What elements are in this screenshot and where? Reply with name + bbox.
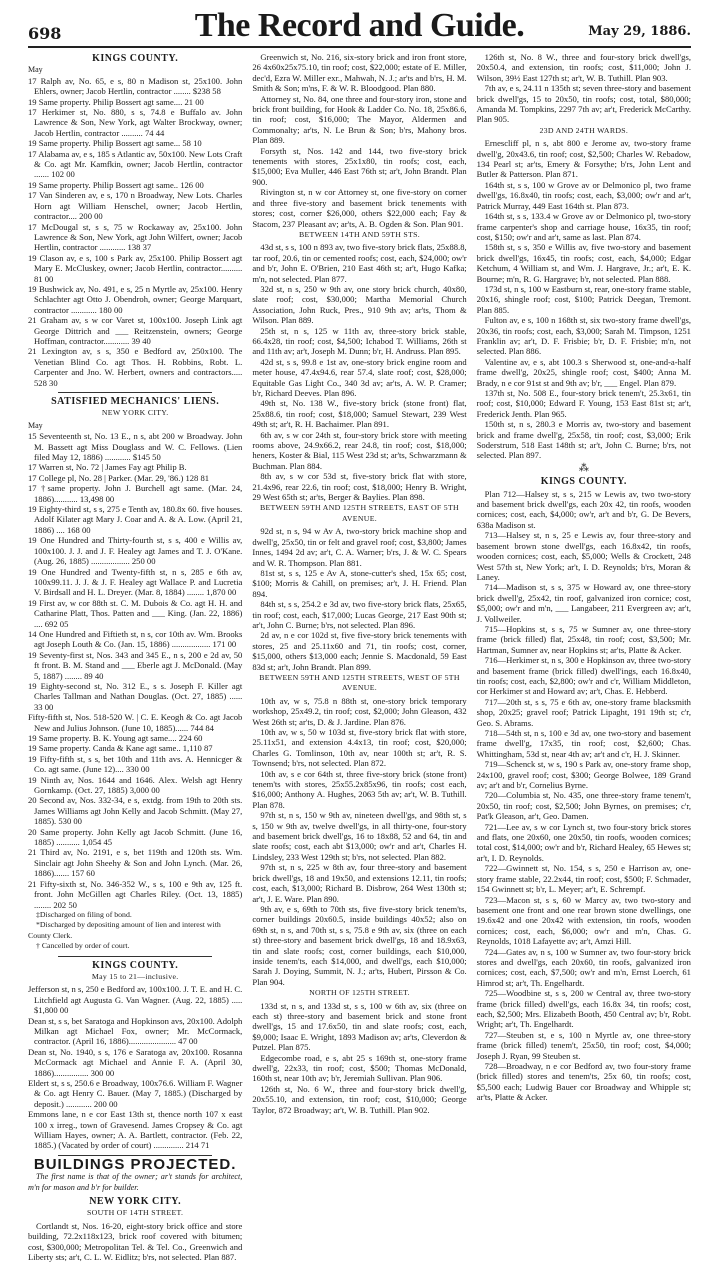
building-entry: Rivington st, n w cor Attorney st, one five-story on corner and three five-story and basement brick tenements with stores; cost, corner $26,000, others $22,000 each; Fay & Stacom, 237 Pleasant av; ar'ts, A. B. Ogden & Son. Plan 901. [252, 187, 467, 229]
section-title-satisfied-liens: SATISFIED MECHANICS' LIENS. [51, 396, 220, 407]
lien-entry: Fifty-fifth st, Nos. 518-520 W. | C. E. Keogh & Co. agt Jacob New and Julius Johnson. (June 10, 1885)...... 744 84 [28, 712, 243, 733]
lien-entry: Jefferson st, n s, 250 e Bedford av, 100x100. J. T. E. and H. C. Litchfield agt Augusta G. Van Wagner. (Aug. 22, 1885) ..... $1,800 00 [28, 984, 243, 1016]
lien-entry: Eldert st, s s, 250.6 e Broadway, 100x76.6. William F. Wagner & Co. agt Henry C. Bauer. (May 7, 1885.) (Discharged by deposit.) ............ 200 00 [28, 1078, 243, 1109]
lien-entry: 17 McDougal st, s s, 75 w Rockaway av, 25x100. John Lawrence & Son, New York, agt John Wilfert, owner; Jacob Hertlin, contractor ............ 138 37 [28, 221, 243, 253]
lien-entry: 19 Same property. B. K. Young agt same.... 224 60 [28, 733, 203, 743]
building-entry: 2d av, n e cor 102d st, five five-story brick tenements with stores, 25 and 25.11x60 and 71, tin roofs; cost, corner, $15,000, others $13,000 each; Jennie S. Macdonald, 59 East 83d st; ar't, John Brandt. Plan 899. [252, 630, 467, 672]
lien-entry: 19 One Hundred and Twenty-fifth st, n s, 285 e 6th av, 100x99.11. J. J. & J. F. Healey agt Wallace P. and Lucretia V. Birdsall and H. L. Dreyer. (Mar. 8, 1884) ........ 1,870 00 [28, 566, 243, 598]
building-entry: 164th st, s s, 100 w Grove av or Delmonico pl, two frame dwell'gs, 16.8x40, tin roofs; cost, each, $3,000; ow'r and ar't, Patrick Murray, 449 East 164th st. Plan 873. [476, 179, 691, 211]
projected-intro: The first name is that of the owner; ar't stands for architect, m'n for mason and b'r for builder. [28, 1172, 243, 1192]
building-entry: 10th av, s e cor 64th st, three five-story brick (stone front) tenem'ts with stores, 25x55.2x85x96, tin roofs; cost each, $16,000; Anthony A. Hughes, 2063 5th av; ar't, W. B. Tuthill. Plan 878. [252, 768, 467, 810]
building-entry: 8th av, s w cor 53d st, five-story brick flat with store, 21.4x96, rear 22.6, tin roof; cost, $18,000; Henry B. Wright, 29 West 65th st; ar'ts, Berger & Baylies. Plan 898. [252, 471, 467, 503]
building-entry: 97th st, n s, 225 w 8th av, four three-story and basement brick dwell'gs, 18 and 19x50, and extensions 12.11, tin roofs; cost, each, $13,000; Richard B. Disbrow, 264 West 130th st; ar't, J. E. Ware. Plan 890. [252, 862, 467, 904]
lien-entry: 17 Van Sinderen av, e s, 170 n Broadway, New Lots. Charles Horn agt William Henschel, owner; Jacob Hertlin, contractor.... 200 00 [28, 190, 243, 222]
section-title-nyc: NEW YORK CITY. [89, 1196, 182, 1208]
lien-entry: 21 Graham av, s w cor Varet st, 100x100. Joseph Link agt George Dittrich and ___ Reitzenstein, owners; George Hoffman, contractor............ 39 40 [28, 315, 243, 346]
projected-list-a [477, 52, 691, 125]
lien-entry: 15 Seventeenth st, No. 13 E., n s, abt 200 w Broadway. John M. Bassett agt Miss Douglass and W. C. Fellows. (Lien filed May 12, 1886) ............ $145 50 [28, 431, 243, 463]
divider [58, 956, 212, 957]
liens-footnotes [28, 910, 242, 952]
lien-entry: 19 Eighty-third st, s s, 275 e Tenth av, 180.8x 60. five houses. Adolf Kilater agt Mary J. Coar and A. & A. Low. (April 21, 1886) .... 168 00 [28, 504, 243, 535]
lien-entry: 17 Warren st, No. 72 | James Fay agt Philip B. [28, 462, 187, 473]
lien-entry: 21 Fifty-sixth st, No. 346-352 W., s s, 100 e 9th av, 125 ft. front. John McGillen agt Charles Riley. (Oct. 13, 1885) ........ 202 50 [28, 878, 243, 910]
building-entry: 10th av, w s, 75.8 n 88th st, one-story brick temporary workshop, 25x49.2, tin roof; cost, $2,000; John Gleason, 432 West 26th st; ar'ts, D. & J. Jardine. Plan 876. [252, 695, 467, 727]
date-range: May 15 to 21—inclusive. [91, 971, 179, 981]
building-entry: 725—Woodbine st, s s, 200 w Central av, three two-story frame (brick filled) dwell'gs, each 16.8x 34, tin roofs; cost, each, $2,500; Mrs. Elizabeth Booth, 450 Central av; b'r, Robt. Wright; ar't, Th. Engelhardt. [476, 988, 691, 1030]
lien-entry: Dean st, s s, bet Saratoga and Hopkinson avs, 20x100. Adolph Milkan agt Michael Fox, owner; Mr. McCormack, contractor. (April 16, 1886)...................... 47 00 [28, 1015, 243, 1047]
subsection-14th-59th: BETWEEN 14TH AND 59TH STS. [298, 229, 421, 239]
section-title-buildings-projected: BUILDINGS PROJECTED. [33, 1155, 237, 1173]
lien-entry: Dean st, No. 1940, s s, 176 e Saratoga av, 20x100. Rosanna McCormack agt Michael and Annie F. A. (April 30, 1886)................ 300 00 [28, 1046, 243, 1078]
building-entry: 150th st, n s, 280.3 e Morris av, two-story and basement brick and frame dwell'g, 25x58, tin roof; cost, $3,000; Erik Soderstrum, 518 East 148th st; ar't, John C. Burne; b'rs, not selected. Plan 897. [476, 419, 691, 461]
building-entry: 728—Broadway, n e cor Bedford av, two four-story frame (brick filled) stores and tenem'ts, 25x 60, tin roofs; cost, $5,500 each; Ludwig Bauer cor Broadway and Whipple st; ar'ts, Platte & Acker. [476, 1061, 691, 1103]
lien-entry: 17 Ralph av, No. 65, e s, 80 n Madison st, 25x100. John Ehlers, owner; Jacob Hertlin, contractor ........ $238 58 [28, 75, 243, 97]
lien-entry: 19 Seventy-first st, Nos. 343 and 345 E., n s, 200 e 2d av, 50 ft front. B. M. Stand and ___ Eberle agt J. McDonald. (May 5, 1887) ........ 89 40 [28, 649, 243, 681]
building-entry: 81st st, s s, 125 e Av A, stone-cutter's shed, 15x 65; cost, $100; Morris & Cahill, on premises; ar't, J. H. Friend. Plan 894. [252, 567, 467, 599]
building-entry: Valentine av, e s, abt 100.3 s Sherwood st, one-and-a-half frame dwell'g, 20x25, shingle roof; cost, $400; Anna M. Brady, n e cor 91st st and 9th av; b'r, ___ Engel. Plan 879. [476, 356, 691, 388]
building-entry: 722—Gwinnett st, No. 154, s s, 250 e Harrison av, one-story frame stable, 22.2x44, tin roof; cost, $500; F. Schmader, 154 Gwinnett st; b'r, L. Meyer; ar't, E. Schrempf. [476, 863, 691, 895]
building-entry: 713—Halsey st, n s, 25 e Lewis av, four three-story and basement brown stone dwell'gs, each 16.8x42, tin roofs, wooden cornices; cost, each, $5,000; Wells & Crockett, 248 West 57th st, New York; ar't, I. D. Reynolds; b'rs, Moran & Laney. [476, 530, 691, 582]
building-entry: 717—20th st, s s, 75 e 6th av, one-story frame blacksmith shop, 20x25; gravel roof; Patrick Lipaght, 191 19th st; c'r, Geo. S. Abrams. [476, 696, 691, 728]
building-entry: 718—54th st, n s, 100 e 3d av, one two-story and basement frame dwell'g, 17x35, tin roof; cost, $2,600; Chas. Whittingham, 53d st, near 4th av; ar't and c'r, H. J. Skinner. [476, 728, 691, 759]
subsection-east-5th: BETWEEN 59TH AND 125TH STREETS, EAST OF 5TH AVENUE. [259, 503, 459, 523]
lien-entry: 17 Herkimer st, No. 880, s s, 74.8 e Buffalo av. John Lawrence & Son, New York, agt Walter Brockway, owner; Jacob Hertlin, contractor .......... 74 44 [28, 107, 243, 138]
building-entry: 716—Herkimer st, n s, 300 e Hopkinson av, three two-story and basement frame (brick filled) dwell'ings, each 16.8x40, tin roofs; cost, each, $2,800; ow'r and c'r, William Middleton, cor Herkimer st and Howard av; ar't, Chas. E. Hebberd. [476, 655, 691, 697]
building-entry: Edgecombe road, e s, abt 25 s 169th st, one-story frame dwell'g, 22x33, tin roof; cost, $500; Thomas McDonald, 160th st, near 10th av; b'r, Jeremiah Sullivan. Plan 906. [252, 1052, 467, 1084]
building-entry: 126th st, No. 8 W., three and four-story brick dwell'gs, 20x50.4, and extension, tin roofs; cost, $11,000; John J. Wilson, 39½ East 127th st; ar't, W. B. Tuthill. Plan 903. [476, 52, 691, 83]
footnote: † Cancelled by order of court. [36, 941, 130, 951]
column-1 [28, 52, 242, 1263]
building-entry: 164th st, s s, 133.4 w Grove av or Delmonico pl, two-story frame carpenter's shop and carriage house, 16x35, tin roof; cost, $150; ow'r and ar't, same as last. Plan 874. [476, 211, 691, 242]
column-2 [252, 52, 466, 1263]
lien-entry: 17 †same property. John J. Burchell agt same. (Mar. 24, 1886)........... 13,498 00 [28, 483, 243, 504]
building-entry: 720—Columbia st, No. 435, one three-story frame tenem't, 20x50, tin roof; cost, $2,500; John Byrnes, on premises; c'r, Pat'k Gleason, ar't, Geo. Damen. [476, 790, 691, 822]
building-entry: 137th st, No. 508 E., four-story brick tenem't, 25.3x61, tin roof; cost, $10,000; Edward F. Young, 153 East 81st st; ar't, Frederick Jenth. Plan 965. [476, 388, 691, 419]
page-header [28, 6, 691, 48]
lien-entry: 19 Same property. Philip Bossert agt same... 58 10 [28, 138, 202, 149]
page-columns [28, 52, 691, 1263]
lien-entry: 21 Lexington av, s s, 350 e Bedford av, 250x100. The Venetian Blind Co. agt Thos. H. Robbins, Robt. L. Carpenter and Jno. W. Herbert, owners and contractors..... 528 30 [28, 346, 243, 388]
lien-entry: 20 Second av, Nos. 332-34, e s, extdg. from 19th to 20th sts. James Williams agt John Kelly and Jacob Schmitt. (May 27, 1885). 530 00 [28, 795, 243, 827]
subsection-north-125th: NORTH OF 125TH STREET. [309, 988, 410, 998]
footnote: *Discharged by depositing amount of lien and interest with County Clerk. [28, 920, 221, 940]
building-entry: 158th st, s s, 350 e Willis av, five two-story and basement brick dwell'gs, 16x45, tin roofs; cost, each, $4,000; Edgar Ketchum, 4 William st, and Wm. J. Hargrave, Jr.; ar't, E. K. Bourne; m'n, R. G. Hargrave; b'r, not selected. Plan 888. [476, 242, 691, 284]
masthead-title: The Record and Guide. [194, 7, 525, 44]
building-entry: Ernescliff pl, n s, abt 800 e Jerome av, two-story frame dwell'g, 20x43.6, tin roof; cost, $2,500; Charles W. Rebadow, 134 Pearl st; ar'ts, Emery & Forsythe; b'rs, John Lent and Butler & Patterson. Plan 871. [476, 138, 691, 180]
issue-date: May 29, 1886. [588, 24, 691, 39]
projected-list-c [252, 526, 466, 672]
section-title-kings: KINGS COUNTY. [540, 476, 627, 488]
building-entry: 49th st, No. 138 W., five-story brick (stone front) flat, 25x88.6, tin roof; cost, $18,000; Samuel Stewart, 239 West 49th st; ar't, R. H. Bachaimer. Plan 891. [252, 398, 467, 430]
projected-list-d [252, 696, 466, 987]
page-number: 698 [28, 24, 62, 43]
building-entry: 723—Macon st, s s, 60 w Marcy av, two two-story and basement one front and one rear brown stone dwellings, one 19.6x42 and one 20x42 with extension, tin roofs, wooden cornices; cost, each, $6,000; ow'r and m'n, Chas. G. Reynolds, 1018 Lafayette av; ar't, Amzi Hill. [476, 894, 691, 947]
building-entry: Cortlandt st, Nos. 16-20, eight-story brick office and store building, 72.2x118x123, brick roof covered with bitumen; cost, $300,000; Metropolitan Tel. & Tel. Co., Greenwich and Liberty sts; ar't, C. L. W. Eidlitz; b'rs, not selected. Plan 887. [28, 1220, 243, 1263]
column-3 [477, 52, 691, 1263]
kings-liens-list [28, 76, 242, 388]
nyc-projected-list [28, 1221, 242, 1263]
building-entry: Fulton av, e s, 100 n 168th st, six two-story frame dwell'gs, 20x36, tin roofs; cost, each, $3,000; Sarah M. Timpson, 1251 Franklin av; ar't, D. F. Frisbie; b'r, D. F. Frisbie; m'n, not selected. Plan 886. [476, 315, 691, 357]
month-label: May [28, 420, 43, 430]
satisfied-liens-list [28, 431, 242, 910]
building-entry: 727—Steuben st, e s, 100 n Myrtle av, one three-story frame (brick filled) tenem't, 25x50, tin roof; cost, $4,000; Joseph J. Ryan, 99 Steuben st. [476, 1029, 691, 1061]
lien-entry: 19 Bushwick av, No. 491, e s, 25 n Myrtle av, 25x100. Henry Schlachter agt Otto J. Obendroh, owner; George Marquart, contractor ............ 180 00 [28, 283, 243, 315]
ornament-divider: ⁂ [578, 462, 589, 474]
building-entry: 173d st, n s, 100 w Eastburn st, rear, one-story frame stable, 20x16, shingle roof; cost, $100; Patrick Deegan, Tremont. Plan 885. [476, 283, 691, 315]
building-entry: 97th st, n s, 150 w 9th av, nineteen dwell'gs, and 98th st, s s, 150 w 9th av, twelve dwell'gs, in all thirty-one, four-story and basement brick dwell'gs, 16 to 18x88, 52 and 64, tin and slate roofs; cost, each abt $13,000; ow'r and ar't, Charles H. Lindsley, 233 West 129th st; b'rs, not selected. Plan 882. [252, 810, 467, 862]
building-entry: 9th av, e s, 69th to 70th sts, five five-story brick tenem'ts, corner buildings 20x60.5, inside buildings 40x52; also on 69th st, n s, and 70th st, s s, 75.8 e 9th av, six (three on each st) three-story and basement brick dwell'gs, 18 and 18.9x63, tin and slate roofs; cost, corner buildings, each $10,000, inside tenem'ts, each $14,000, and dwell'gs, each $10,000; Sarah J. Doying, Summit, N. J.; ar'ts, Hubert, Pirsson & Co. Plan 904. [252, 903, 467, 987]
building-entry: 7th av, e s, 24.11 n 135th st; seven three-story and basement brick dwell'gs, 15 to 20x50, tin roofs; cost, total, $80,000; Amanda M. Tompkins, 2297 7th av; ar't, Frederick McCarthy. Plan 905. [476, 83, 691, 125]
kings-satisfied-list [28, 984, 242, 1151]
kings-projected-list [477, 489, 691, 1103]
building-entry: 32d st, n s, 250 w 9th av, one story brick church, 40x80, slate roof; cost, $30,000; Martha Memorial Church Association, John Ruck, Pres., 910 9th av; ar'ts, Thom & Wilson. Plan 889. [252, 283, 467, 326]
projected-list-a [252, 52, 466, 229]
divider [58, 392, 212, 393]
building-entry: 6th av, s w cor 24th st, four-story brick store with meeting rooms above, 24.9x66.2, rear 24.8, tin roof; cost, $18,000; heners, Koster & Bial, 115 West 23d st; ar'ts, Schwarzmann & Buchman. Plan 884. [252, 429, 467, 471]
building-entry: 84th st, s s, 254.2 e 3d av, two five-story brick flats, 25x65, tin roof; cost, each, $17,000; Lucas George, 217 East 90th st; ar't, John C. Burne; b'rs, not selected. Plan 896. [252, 599, 467, 630]
month-label: May [28, 65, 43, 75]
subsection-nyc: NEW YORK CITY. [101, 408, 169, 418]
building-entry: Forsyth st, Nos. 142 and 144, two five-story brick tenements with stores, 25x1x80, tin roofs; cost, each, $15,000; Eva Muller, 446 East 76th st; ar't, John Brandt. Plan 900. [252, 145, 467, 187]
subsection-west-5th: BETWEEN 59TH AND 125TH STREETS, WEST OF 5TH AVENUE. [259, 672, 460, 693]
lien-entry: 19 Eighty-second st, No. 312 E., s s. Joseph F. Killer agt Charles Tallman and Nathan Douglas. (Oct. 27, 1885) ...... 33 00 [28, 680, 243, 712]
subsection-23d-24th-wards: 23D AND 24TH WARDS. [539, 125, 629, 135]
building-entry: 714—Madison st, s s, 375 w Howard av, one three-story brick dwell'g, 25x42, tin roof, galvanized iron cornice; cost, $5,000; ow'r and m'n, ___ Langabeer, 211 Evergreen av; ar't, J. Vollweiler. [476, 582, 691, 624]
projected-list-b [252, 242, 466, 502]
lien-entry: 19 Clason av, e s, 100 s Park av, 25x100. Philip Bossert agt Mary E. McCluskey, owner; Jacob Hertlin, contractor.......... 81 00 [28, 252, 243, 284]
lien-entry: 19 Same property. Philip Bossert agt same.. 126 00 [28, 179, 204, 190]
lien-entry: Emmons lane, n e cor East 13th st, thence north 107 x east 100 x irreg., town of Gravesend. James Cropsey & Co. agt William Hayes, owner; A. A. Bartlett, contractor. (Feb. 22, 1885.) (Vacated by order of court) .............. 214 71 [28, 1109, 243, 1151]
section-title-kings-2: KINGS COUNTY. [92, 959, 179, 971]
building-entry: 719—Schenck st, w s, 190 s Park av, one-story frame shop, 24x100, gravel roof; cost, $300; George Bolwee, 189 Grand av; ar't and b'r, Cornelius Byrne. [476, 759, 691, 791]
building-entry: 25th st, n s, 125 w 11th av, three-story brick stable, 66.4x28, tin roof; cost, $4,500; Ichabod T. Williams, 26th st and 11th av; ar't, Joseph M. Dunn; b'r, H. Andruss. Plan 895. [252, 325, 467, 357]
lien-entry: 19 Ninth av, Nos. 1644 and 1646. Alex. Welsh agt Henry Gornkamp. (Oct. 27, 1885) 3,000 00 [28, 774, 243, 796]
building-entry: 715—Hopkins st, s s, 75 w Sumner av, one three-story frame (brick filled) flat, 25x48, tin roof; cost, $3,500; Mr. Hartman, Sumner av, near Hopkins st; ar'ts, Platte & Acker. [476, 623, 691, 655]
lien-entry: 19 Same property. Canda & Kane agt same.. 1,110 87 [28, 743, 213, 754]
lien-entry: 17 Alabama av, e s, 185 s Atlantic av, 50x100. New Lots Craft & Co. agt Mr. Kamfkin, owner; Jacob Hertlin, contractor ....... 102 00 [28, 148, 243, 180]
building-entry: 721—Lee av, s w cor Lynch st, two four-story brick stores and flats, one 20x60, one 20x50, tin roofs, wooden cornices; total cost, $14,000; ow'r and b'r, Richard Healey, 65 Hewes st; ar't, I. D. Reynolds. [476, 821, 691, 863]
lien-entry: 19 Same property. Philip Bossert agt same.... 21 00 [28, 96, 204, 107]
building-entry: 126th st, No. 6 W., three and four-story brick dwell'g, 20x55.10, and extension, tin roof; cost, $10,000; George Taylor, 872 Broadway; ar't, W. B. Tuthill. Plan 902. [252, 1083, 467, 1115]
lien-entry: 19 One Hundred and Thirty-fourth st, s s, 400 e Willis av, 100x100. J. J. and J. F. Healey agt James and T. J. O'Kane. (Aug. 26, 1885) .................. 250 00 [28, 535, 243, 567]
subsection-south-14th: SOUTH OF 14TH STREET. [87, 1208, 184, 1218]
lien-entry: 21 Third av, No. 2191, e s, bet 119th and 120th sts. Wm. Sinclair agt John Sheehy & Son and John Lynch. (Mar. 26, 1886)....... 157 60 [28, 847, 243, 879]
lien-entry: 19 Fifty-fifth st, s s, bet 10th and 11th avs. A. Hennicger & Co. agt same. (June 12).... 330 00 [28, 753, 243, 775]
building-entry: 10th av, w s, 50 w 103d st, five-story brick flat with store, 25.11x51, and extension 4.4x13, tin roof; cost, $20,000; Charles G. Tomlinson, 10th av, near 100th st; ar't, R. S. Townsend; b'rs, not selected. Plan 872. [252, 727, 467, 769]
building-entry: 133d st, n s, and 133d st, s s, 100 w 6th av, six (three on each st) three-story and basement brick and stone front dwell'gs, 15 and 17.6x50, tin and slate roofs; cost, each, $9,000; Isaac E. Wright, 1893 Madison av; ar'ts, Cleverdon & Putzel. Plan 875. [252, 1000, 467, 1053]
lien-entry: 17 College pl, No. 28 | Parker. (Mar. 29, '86.) 128 81 [28, 472, 210, 483]
building-entry: Plan 712—Halsey st, s s, 215 w Lewis av, two two-story and basement brick dwell'gs, each 20x 42, tin roofs, wooden cornices; cost, each, $4,000; ow'r, ar't and b'r, G. De Bevers, 638a Madison st. [476, 488, 691, 530]
projected-list-b [477, 138, 691, 461]
lien-entry: 14 One Hundred and Fiftieth st, n s, cor 10th av. Wm. Brooks agt Joseph Louth & Co. (Jan. 15, 1886) .................. 171 00 [28, 628, 243, 650]
building-entry: Greenwich st, No. 216, six-story brick and iron front store, 26 4x60x25x75.10, tin roof; cost, $22,000; estate of E. Miller, dec'd, Ezra W. Miller exr., Mahwah, N. J.; ar'ts and b'rs, H. M. Smith & Son; m'ns, F. & W. R. Bloodgood. Plan 880. [252, 52, 467, 94]
lien-entry: 20 Same property. John Kelly agt Jacob Schmitt. (June 16, 1885) ........... 1,054 45 [28, 826, 243, 848]
lien-entry: 19 First av, w cor 88th st. C. M. Dubois & Co. agt H. H. and Catharine Platt, Thos. Patten and ___ King. (Jan. 22, 1886) .... 692 05 [28, 597, 243, 629]
building-entry: 724—Gates av, n s, 100 w Sumner av, two four-story brick stores and dwell'gs, each 20x60, tin roofs, galvanized iron cornices; cost, each, $7,500; ow'r and m'n, Ernst Loerch, 61 Himrod st; ar't, Th. Engelhardt. [476, 946, 691, 988]
section-title-kings: KINGS COUNTY. [92, 53, 179, 64]
footnote: ‡Discharged on filing of bond. [36, 909, 132, 919]
projected-list-e [252, 1001, 466, 1115]
building-entry: 42d st, s s, 99.8 e 1st av, one-story brick engine room and meter house, 47.4x94.6, rear 57.4, slate roof; cost, $28,000; Equitable Gas Light Co., 340 3d av; ar'ts, A. W. P. Cramer; b'r, Richard Deeves. Plan 896. [252, 356, 467, 398]
building-entry: 43d st, s s, 100 n 893 av, two five-story brick flats, 25x88.8, tar roof, 20.6, tin or cemented roofs; cost, each, $24,000; ow'r and b'r, John E. O'Brien, 210 East 46th st; ar't, Hugo Kafka; m'n, not selected. Plan 877. [252, 242, 467, 284]
building-entry: Attorney st, No. 84, one three and four-story iron, stone and brick front building, for Hook & Ladder Co. No. 18, 25x86.6, tin roof; cost, $16,000; The Mayor, Aldermen and Commonalty; ar'ts, N. Le Brun & Son; b'rs, Mahony bros. Plan 889. [252, 93, 467, 146]
building-entry: 92d st, n s, 94 w Av A, two-story brick machine shop and dwell'g, 25x50, tin or felt and gravel roof; cost, $3,800; James Innes, 1494 2d av; ar't, C. A. Warner; b'rs, J. & W. C. Spears and W. R. Thompson. Plan 881. [252, 526, 467, 568]
